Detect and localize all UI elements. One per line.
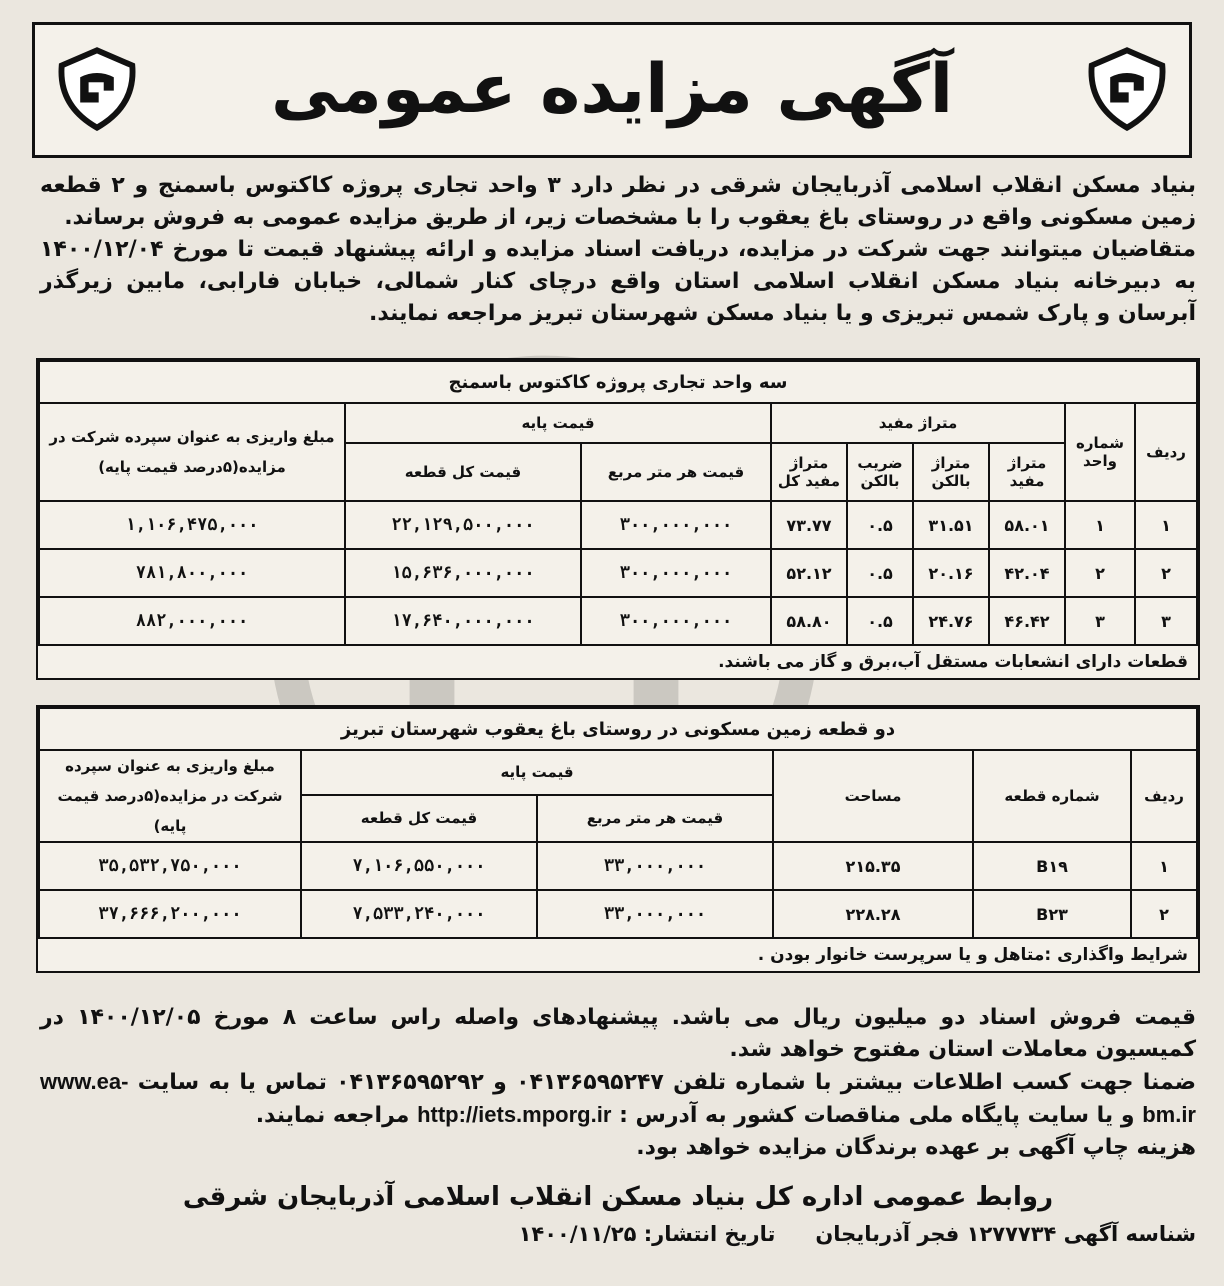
cell: ۲۰.۱۶ (913, 549, 989, 597)
cell: ۴۶.۴۲ (989, 597, 1065, 645)
page-title: آگهی مزایده عمومی (270, 50, 954, 129)
auction-notice (14, 10, 1210, 1276)
table-row (39, 597, 1197, 645)
cell: ۵۸.۸۰ (771, 597, 847, 645)
cell: ۵۲.۱۲ (771, 549, 847, 597)
cell: ۷۳.۷۷ (771, 501, 847, 549)
col-header: متراژ مفید (989, 443, 1065, 501)
col-header: متراژ مفید کل (771, 443, 847, 501)
signoff: روابط عمومی اداره کل بنیاد مسکن انقلاب اسلامی آذربایجان شرقی (182, 1182, 1054, 1212)
cell: ۱,۱۰۶,۴۷۵,۰۰۰ (39, 501, 345, 549)
contact-text: ضمنا جهت کسب اطلاعات بیشتر با شماره تلفن ۰۴۱۳۶۵۹۵۲۴۷ و ۰۴۱۳۶۵۹۵۲۹۲ تماس یا به سایت (137, 1070, 1197, 1095)
intro-text (40, 170, 1196, 330)
table-row (39, 842, 1197, 890)
table-note: قطعات دارای انشعابات مستقل آب،برق و گاز می باشند. (718, 652, 1188, 672)
cell: ۲۲۸.۲۸ (773, 890, 973, 938)
cell: ۱ (1131, 842, 1197, 890)
col-header: قیمت کل قطعه (345, 443, 581, 501)
cell: ۷,۵۳۳,۲۴۰,۰۰۰ (301, 890, 537, 938)
cell: ۱ (1135, 501, 1197, 549)
residential-plots-table (36, 705, 1200, 973)
notice-header (32, 22, 1192, 158)
contact-text: مراجعه نمایند. (255, 1103, 410, 1128)
cell: ۲۲,۱۲۹,۵۰۰,۰۰۰ (345, 501, 581, 549)
col-header: متراژ بالکن (913, 443, 989, 501)
col-header: شماره قطعه (973, 750, 1131, 842)
cell: ۰.۵ (847, 597, 913, 645)
cell: ۲ (1135, 549, 1197, 597)
ad-id: شناسه آگهی ۱۲۷۷۷۳۴ فجر آذربایجان (815, 1222, 1196, 1246)
cell: ۳۳,۰۰۰,۰۰۰ (537, 890, 773, 938)
col-header: شماره واحد (1065, 403, 1135, 501)
cell: ۷۸۱,۸۰۰,۰۰۰ (39, 549, 345, 597)
col-header: قیمت پایه (301, 750, 773, 795)
cell: B۱۹ (973, 842, 1131, 890)
col-header: ردیف (1131, 750, 1197, 842)
col-header: مبلغ واریزی به عنوان سپرده شرکت در مزایده(۵درصد قیمت پایه) (39, 403, 345, 501)
col-header: قیمت کل قطعه (301, 795, 537, 842)
cell: B۲۳ (973, 890, 1131, 938)
bonyad-maskan-logo-icon (55, 47, 139, 131)
commercial-units-table (36, 358, 1200, 680)
col-header: قیمت پایه (345, 403, 771, 443)
cell: ۳ (1065, 597, 1135, 645)
cell: ۳۷,۶۶۶,۲۰۰,۰۰۰ (39, 890, 301, 938)
cell: ۳ (1135, 597, 1197, 645)
cell: ۳۰۰,۰۰۰,۰۰۰ (581, 501, 771, 549)
website-link[interactable]: www.ea-bm.ir (40, 1069, 1196, 1127)
cell: ۵۸.۰۱ (989, 501, 1065, 549)
table-caption: سه واحد تجاری پروژه کاکتوس باسمنج (39, 361, 1197, 403)
bonyad-maskan-logo-icon (1085, 47, 1169, 131)
cell: ۲۱۵.۳۵ (773, 842, 973, 890)
footer-paragraph: قیمت فروش اسناد دو میلیون ریال می باشد. پیشنهادهای واصله راس ساعت ۸ مورخ ۱۴۰۰/۱۲/۰۵ در کمیسیون معاملات استان مفتوح خواهد شد. (40, 1005, 1196, 1062)
footer-paragraph (40, 1066, 1196, 1132)
cell: ۰.۵ (847, 549, 913, 597)
cell: ۴۲.۰۴ (989, 549, 1065, 597)
footer-text (40, 1002, 1196, 1164)
col-header: ضریب بالکن (847, 443, 913, 501)
website-link[interactable]: http://iets.mporg.ir (417, 1102, 612, 1127)
cell: ۳۳,۰۰۰,۰۰۰ (537, 842, 773, 890)
cell: ۳۰۰,۰۰۰,۰۰۰ (581, 597, 771, 645)
intro-paragraph: بنیاد مسکن انقلاب اسلامی آذربایجان شرقی در نظر دارد ۳ واحد تجاری پروژه کاکتوس باسمنج و ۲ قطعه زمین مسکونی واقع در روستای باغ یعقوب را با مشخصات زیر، از طریق مزایده عمومی به فروش برساند. (40, 173, 1196, 230)
cell: ۸۸۲,۰۰۰,۰۰۰ (39, 597, 345, 645)
table-caption: دو قطعه زمین مسکونی در روستای باغ یعقوب شهرستان تبریز (39, 708, 1197, 750)
cell: ۱۷,۶۴۰,۰۰۰,۰۰۰ (345, 597, 581, 645)
col-header: ردیف (1135, 403, 1197, 501)
cell: ۱ (1065, 501, 1135, 549)
cell: ۳۵,۵۳۲,۷۵۰,۰۰۰ (39, 842, 301, 890)
contact-text: و یا سایت پایگاه ملی مناقصات کشور به آدرس : (619, 1103, 1135, 1128)
publication-meta (40, 1222, 1196, 1246)
table-note: شرایط واگذاری :متاهل و یا سرپرست خانوار بودن . (757, 945, 1188, 965)
cell: ۲ (1131, 890, 1197, 938)
col-header: قیمت هر متر مربع (537, 795, 773, 842)
cell: ۱۵,۶۳۶,۰۰۰,۰۰۰ (345, 549, 581, 597)
cell: ۷,۱۰۶,۵۵۰,۰۰۰ (301, 842, 537, 890)
cell: ۲ (1065, 549, 1135, 597)
col-header: متراژ مفید (771, 403, 1065, 443)
table-row (39, 501, 1197, 549)
footer-paragraph: هزینه چاپ آگهی بر عهده برندگان مزایده خواهد بود. (636, 1135, 1196, 1160)
cell: ۲۴.۷۶ (913, 597, 989, 645)
publish-date: تاریخ انتشار: ۱۴۰۰/۱۱/۲۵ (518, 1222, 776, 1246)
col-header: مساحت (773, 750, 973, 842)
cell: ۳۰۰,۰۰۰,۰۰۰ (581, 549, 771, 597)
intro-paragraph: متقاضیان میتوانند جهت شرکت در مزایده، دریافت اسناد مزایده و ارائه پیشنهاد قیمت تا مورخ ۱۴۰۰/۱۲/۰۴ به دبیرخانه بنیاد مسکن انقلاب اسلامی استان واقع درچای کنار شمالی، خیابان فارابی، مابین زیرگذر آبرسان و پارک شمس تبریزی و یا بنیاد مسکن شهرستان تبریز مراجعه نمایند. (40, 237, 1196, 326)
table-row (39, 549, 1197, 597)
cell: ۰.۵ (847, 501, 913, 549)
cell: ۳۱.۵۱ (913, 501, 989, 549)
col-header: مبلغ واریزی به عنوان سپرده شرکت در مزایده(۵درصد قیمت پایه) (39, 750, 301, 842)
col-header: قیمت هر متر مربع (581, 443, 771, 501)
table-row (39, 890, 1197, 938)
